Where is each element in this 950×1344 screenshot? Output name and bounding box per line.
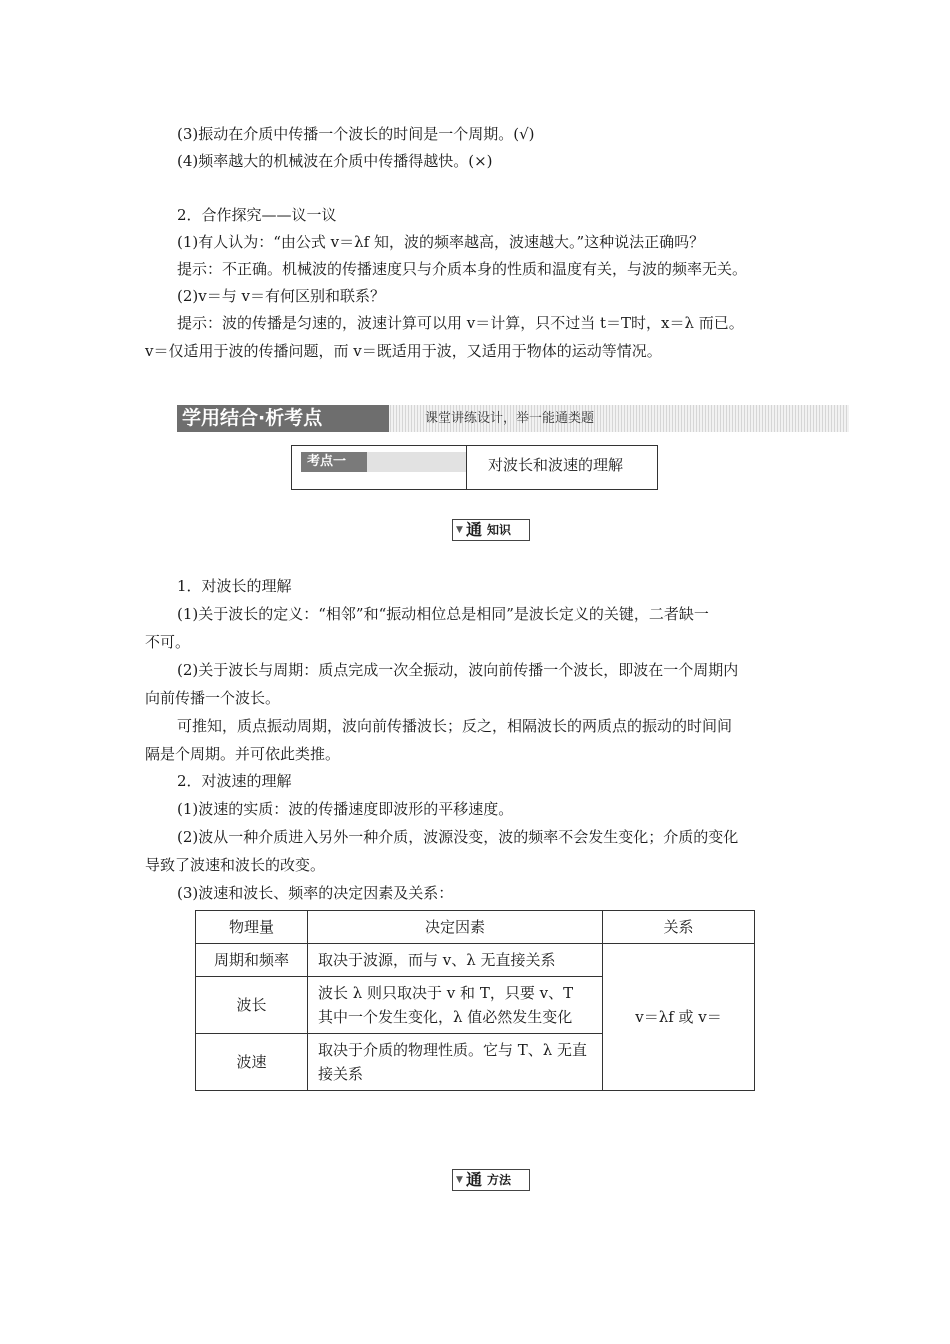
para-3-line-2: 隔是个周期。并可依此类推。 bbox=[145, 745, 341, 763]
badge-method bbox=[452, 1169, 530, 1191]
answer-2-line-2: v＝仅适用于波的传播问题，而 v＝既适用于波，又适用于物体的运动等情况。 bbox=[145, 342, 662, 360]
para-4: (1)波速的实质：波的传播速度即波形的平移速度。 bbox=[177, 800, 514, 818]
table-cell-factor: 取决于波源，而与 v、λ 无直接关系 bbox=[308, 944, 603, 977]
banner-title: 学用结合·析考点 bbox=[177, 405, 389, 432]
judgement-item-4: (4)频率越大的机械波在介质中传播得越快。(×) bbox=[177, 152, 493, 170]
heading-wave-speed: 2．对波速的理解 bbox=[177, 772, 292, 790]
badge-knowledge-big: 通 bbox=[466, 520, 483, 539]
kaodian-tag-bar bbox=[367, 452, 467, 472]
kaodian-title: 对波长和波速的理解 bbox=[488, 456, 624, 474]
table-cell-relation: v＝λf 或 v＝ bbox=[603, 944, 755, 1091]
table-cell-name: 波速 bbox=[196, 1034, 308, 1091]
question-1: (1)有人认为：“由公式 v＝λf 知，波的频率越高，波速越大。”这种说法正确吗？ bbox=[177, 233, 705, 251]
para-5-line-1: (2)波从一种介质进入另外一种介质，波源没变，波的频率不会发生变化；介质的变化 bbox=[177, 828, 739, 846]
badge-knowledge-small: 知识 bbox=[487, 523, 512, 537]
table-cell-factor: 波长 λ 则只取决于 v 和 T，只要 v、T 其中一个发生变化，λ 值必然发生变化 bbox=[308, 977, 603, 1034]
heading-wavelength: 1．对波长的理解 bbox=[177, 577, 292, 595]
para-1-line-2: 不可。 bbox=[145, 633, 191, 651]
judgement-item-3: (3)振动在介质中传播一个波长的时间是一个周期。(√) bbox=[177, 125, 535, 143]
banner-subtitle: 课堂讲练设计，举一能通类题 bbox=[425, 411, 595, 426]
badge-method-big: 通 bbox=[466, 1170, 483, 1189]
badge-knowledge bbox=[452, 519, 530, 541]
section-banner bbox=[177, 405, 849, 432]
table-header: 关系 bbox=[603, 911, 755, 944]
table-cell-name: 波长 bbox=[196, 977, 308, 1034]
kaodian-tag: 考点一 bbox=[301, 452, 367, 472]
factor-table bbox=[195, 910, 755, 1091]
triangle-down-icon: ▼ bbox=[456, 1175, 463, 1185]
table-cell-name: 周期和频率 bbox=[196, 944, 308, 977]
table-row bbox=[196, 944, 755, 977]
para-1-line-1: (1)关于波长的定义：“相邻”和“振动相位总是相同”是波长定义的关键，二者缺一 bbox=[177, 605, 709, 623]
badge-method-small: 方法 bbox=[487, 1173, 512, 1187]
table-header: 物理量 bbox=[196, 911, 308, 944]
para-2-line-2: 向前传播一个波长。 bbox=[145, 689, 281, 707]
answer-1: 提示：不正确。机械波的传播速度只与介质本身的性质和温度有关，与波的频率无关。 bbox=[177, 260, 748, 278]
kaodian-divider bbox=[466, 446, 467, 490]
triangle-down-icon: ▼ bbox=[456, 525, 463, 535]
answer-2-line-1: 提示：波的传播是匀速的，波速计算可以用 v＝计算，只不过当 t＝T时，x＝λ 而已。 bbox=[177, 314, 744, 332]
para-2-line-1: (2)关于波长与周期：质点完成一次全振动，波向前传播一个波长，即波在一个周期内 bbox=[177, 661, 739, 679]
table-header-row bbox=[196, 911, 755, 944]
table-cell-factor: 取决于介质的物理性质。它与 T、λ 无直接关系 bbox=[308, 1034, 603, 1091]
table-header: 决定因素 bbox=[308, 911, 603, 944]
para-3-line-1: 可推知，质点振动周期，波向前传播波长；反之，相隔波长的两质点的振动的时间间 bbox=[177, 717, 733, 735]
kaodian-box bbox=[291, 445, 658, 490]
section-heading-discussion: 2．合作探究——议一议 bbox=[177, 206, 337, 224]
question-2: (2)v＝与 v＝有何区别和联系？ bbox=[177, 287, 385, 305]
para-5-line-2: 导致了波速和波长的改变。 bbox=[145, 856, 326, 874]
para-6: (3)波速和波长、频率的决定因素及关系： bbox=[177, 884, 454, 902]
